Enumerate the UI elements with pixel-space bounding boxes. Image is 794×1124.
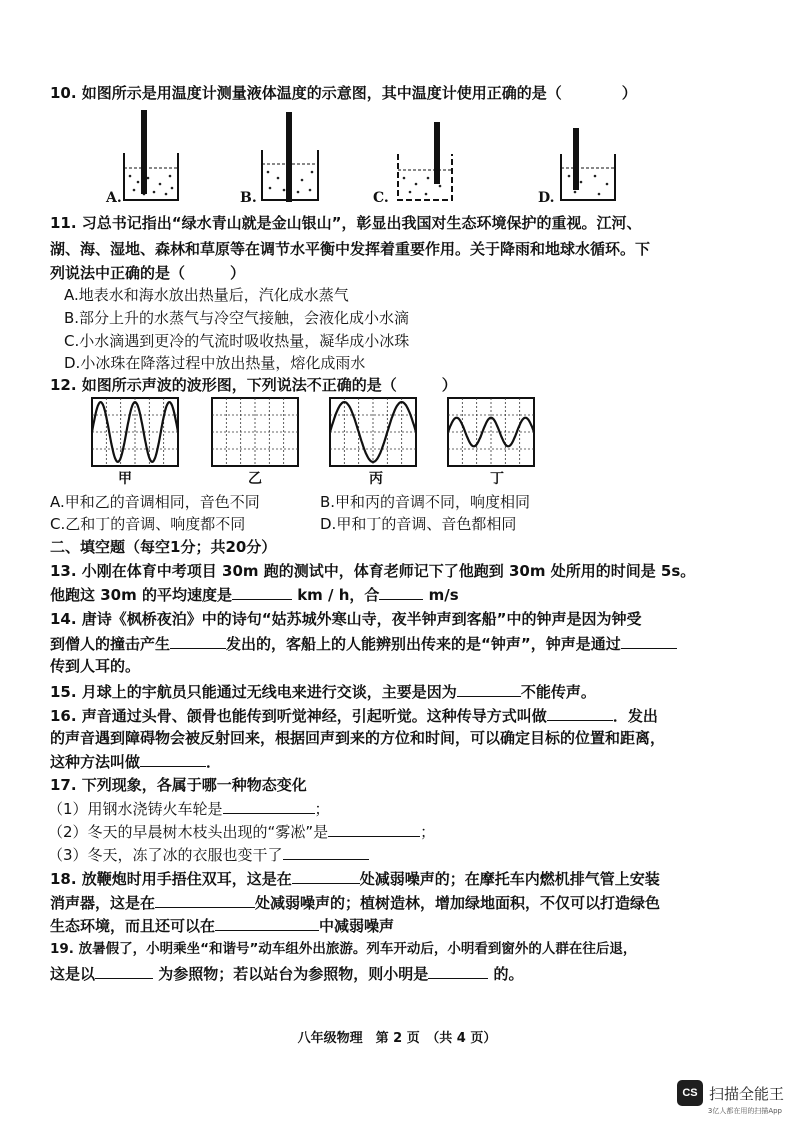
fig-label-d: D.: [538, 190, 555, 206]
q16-line3: [50, 750, 750, 773]
q18-line1: [50, 867, 750, 890]
q14-line1: 14. 唐诗《枫桥夜泊》中的诗句“姑苏城外寒山寺，夜半钟声到客船”中的钟声是因为钟受: [50, 610, 642, 628]
q17-stem: 17. 下列现象，各属于哪一种物态变化: [50, 776, 307, 794]
wave-label-jia: 甲: [118, 471, 132, 487]
q18-blank-1[interactable]: [292, 867, 360, 884]
q13-line1: 13. 小刚在体育中考项目 30m 跑的测试中，体育老师记下了他跑到 30m 处所用的时间是 5s。: [50, 562, 696, 580]
camscanner-logo-icon: CS: [677, 1080, 703, 1106]
wave-jia-box: [92, 398, 178, 466]
q19-line1: 19. 放暑假了，小明乘坐“和谐号”动车组外出旅游。列车开动后，小明看到窗外的人群在往后退，: [50, 941, 637, 957]
q16-blank-2[interactable]: [140, 750, 206, 767]
q14-blank-1[interactable]: [170, 632, 226, 649]
q16-line1: [50, 704, 750, 727]
q19-text-a: 这是以: [50, 965, 96, 983]
q10-stem: 10. 如图所示是用温度计测量液体温度的示意图，其中温度计使用正确的是（ ）: [50, 84, 637, 102]
q14-text-b: 发出的，客船上的人能辨别出传来的是“钟声”，钟声是通过: [226, 635, 621, 653]
section-title: 二、填空题（每空1分；共20分）: [50, 538, 277, 556]
q18-text-e: 生态环境，而且还可以在: [50, 917, 216, 935]
fig-label-b: B.: [240, 190, 257, 206]
fig-label-c: C.: [373, 190, 389, 206]
q18-line3: [50, 914, 750, 937]
q17-part1: [48, 797, 748, 820]
q15-line: [50, 680, 750, 703]
q15-blank[interactable]: [457, 680, 521, 697]
q19-blank-1[interactable]: [95, 962, 153, 979]
wave-label-yi: 乙: [248, 471, 262, 487]
q17-blank-3[interactable]: [283, 843, 369, 860]
scanner-brand: [677, 1080, 784, 1106]
q18-line2: [50, 891, 750, 914]
q13-line2: [50, 583, 750, 606]
q19-text-c: 的。: [493, 965, 524, 983]
q19-line2: [50, 962, 750, 985]
q15-text-a: 15. 月球上的宇航员只能通过无线电来进行交谈，主要是因为: [50, 683, 457, 701]
q17-blank-1[interactable]: [223, 797, 315, 814]
q11-stem-line3: 列说法中正确的是（ ）: [50, 264, 246, 282]
q16-blank-1[interactable]: [547, 704, 613, 721]
q14-blank-2[interactable]: [621, 632, 677, 649]
q18-text-c: 消声器，这是在: [50, 894, 156, 912]
wave-label-bing: 丙: [369, 471, 383, 487]
q13-text-a: 他跑这 30m 的平均速度是: [50, 586, 232, 604]
wave-label-ding: 丁: [490, 471, 504, 487]
q11-option-d: D.小冰珠在降落过程中放出热量，熔化成雨水: [64, 354, 366, 372]
q14-line2: [50, 632, 750, 655]
q12-option-c: C.乙和丁的音调、响度都不同: [50, 515, 246, 533]
q16-text-d: ．: [206, 753, 222, 771]
wave-ding-box: [448, 398, 534, 466]
wave-bing-box: [330, 398, 416, 466]
q13-blank-ms[interactable]: [379, 583, 423, 600]
q17-p2-end: ；: [420, 823, 436, 841]
q19-text-b: 为参照物；若以站台为参照物，则小明是: [158, 965, 429, 983]
waveform-figures: [0, 0, 794, 500]
brand-name: 扫描全能王: [708, 1084, 784, 1103]
q19-blank-2[interactable]: [428, 962, 488, 979]
q16-line2: 的声音遇到障碍物会被反射回来，根据回声到来的方位和时间，可以确定目标的位置和距离，: [50, 729, 666, 747]
q16-text-c: 这种方法叫做: [50, 753, 141, 771]
q18-text-f: 中减弱噪声: [319, 917, 395, 935]
q12-option-a: A.甲和乙的音调相同，音色不同: [50, 493, 260, 511]
q16-text-a: 16. 声音通过头骨、颌骨也能传到听觉神经，引起听觉。这种传导方式叫做: [50, 707, 547, 725]
q18-text-b: 处减弱噪声的；在摩托车内燃机排气管上安装: [359, 870, 660, 888]
q18-text-d: 处减弱噪声的；植树造林，增加绿地面积，不仅可以打造绿色: [255, 894, 661, 912]
q17-part3: [48, 843, 748, 866]
q12-option-b: B.甲和丙的音调不同，响度相同: [320, 493, 531, 511]
q18-blank-3[interactable]: [215, 914, 319, 931]
q12-option-d: D.甲和丁的音调、音色都相同: [320, 515, 517, 533]
q11-option-a: A.地表水和海水放出热量后，汽化成水蒸气: [64, 286, 349, 304]
q13-blank-kmh[interactable]: [232, 583, 292, 600]
q17-blank-2[interactable]: [328, 820, 420, 837]
q17-p2-text: （2）冬天的早晨树木枝头出现的“雾凇”是: [48, 823, 329, 841]
q13-text-c: m/s: [428, 586, 459, 604]
q11-option-c: C.小水滴遇到更冷的气流时吸收热量，凝华成小冰珠: [64, 332, 410, 350]
fig-label-a: A.: [106, 190, 122, 206]
wave-yi-box: [212, 398, 298, 466]
q17-p1-end: ；: [314, 800, 330, 818]
q11-stem-line1: 11. 习总书记指出“绿水青山就是金山银山”，彰显出我国对生态环境保护的重视。江河、: [50, 214, 642, 232]
q14-text-a: 到僧人的撞击产生: [50, 635, 171, 653]
q18-blank-2[interactable]: [155, 891, 255, 908]
q13-text-b: km / h，合: [297, 586, 380, 604]
q14-line3: 传到人耳的。: [50, 657, 141, 675]
q11-option-b: B.部分上升的水蒸气与冷空气接触，会液化成小水滴: [64, 309, 410, 327]
q11-stem-line2: 湖、海、湿地、森林和草原等在调节水平衡中发挥着重要作用。关于降雨和地球水循环。下: [50, 240, 651, 258]
q17-p3-text: （3）冬天，冻了冰的衣服也变干了: [48, 846, 283, 864]
q15-text-b: 不能传声。: [520, 683, 596, 701]
q18-text-a: 18. 放鞭炮时用手捂住双耳，这是在: [50, 870, 292, 888]
q17-part2: [48, 820, 748, 843]
brand-tagline: 3亿人都在用的扫描App: [707, 1107, 782, 1115]
page-footer: 八年级物理 第 2 页 （共 4 页）: [297, 1031, 497, 1046]
q17-p1-text: （1）用钢水浇铸火车轮是: [48, 800, 223, 818]
q16-text-b: ．发出: [612, 707, 658, 725]
q12-stem: 12. 如图所示声波的波形图，下列说法不正确的是（ ）: [50, 376, 457, 394]
